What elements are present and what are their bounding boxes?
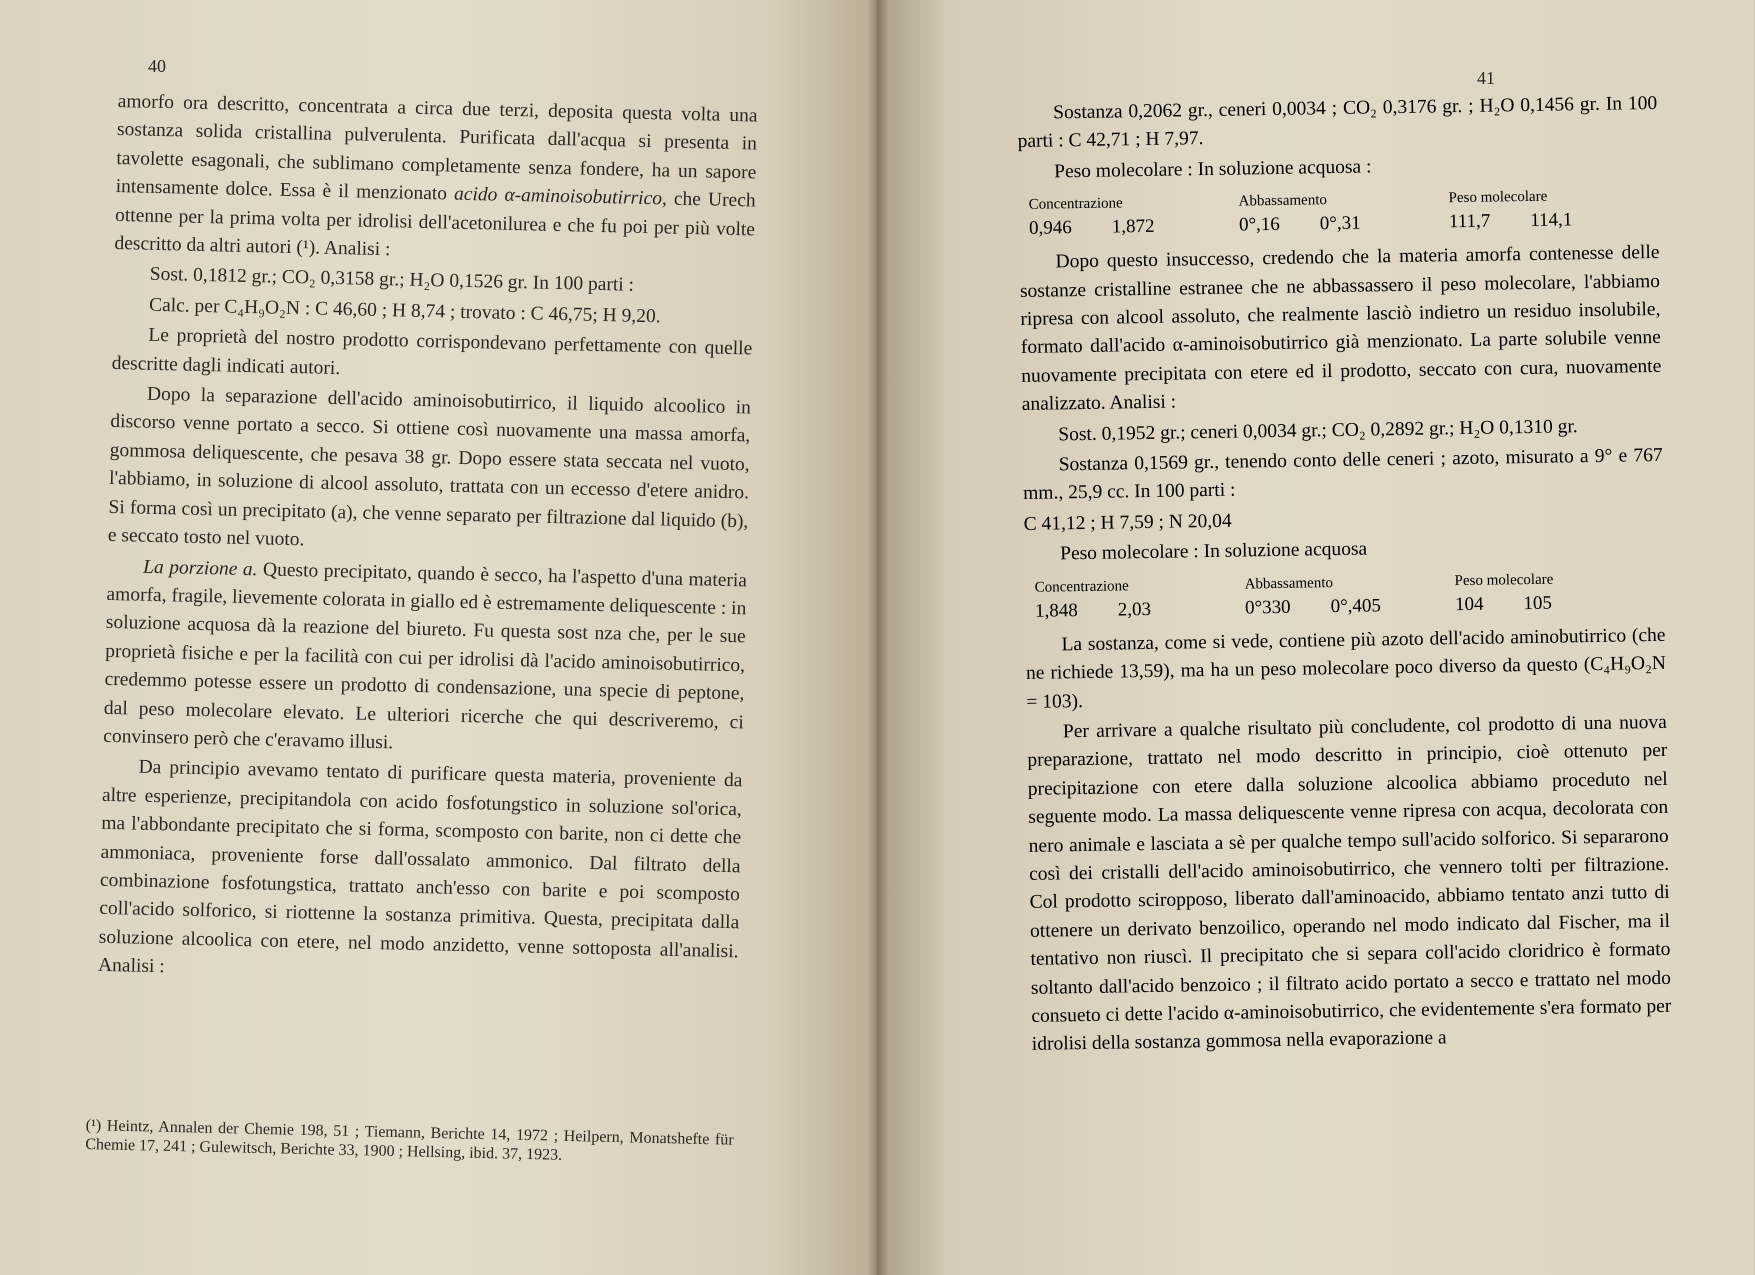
analysis-line: Sost. 0,1952 gr.; ceneri 0,0034 gr.; CO₂ 0,2892 gr.; H₂O 0,1310 gr. bbox=[1058, 415, 1578, 446]
table-cell bbox=[1035, 594, 1245, 625]
italic-term: acido α-aminoisobutirrico, bbox=[453, 183, 668, 210]
table-header: Peso molecolare bbox=[1454, 571, 1554, 589]
analysis-line: Sost. 0,1812 gr.; CO₂ 0,3158 gr.; H₂O 0,1526 gr. In 100 parti : bbox=[149, 264, 635, 297]
text-run: amorfo ora descritto, concentrata a circa due terzi, deposita questa volta una sostanza solida cristallina pulverulenta. Purificata dall'acqua si presenta in tavolette esagonali, che sublimano completamente senza fondere, ha un sapore intensamente dolce. Essa è il menzionato bbox=[115, 90, 758, 205]
table-header: Abbassamento bbox=[1244, 574, 1334, 593]
left-body bbox=[98, 88, 758, 997]
cell-value: 1,872 bbox=[1111, 216, 1155, 238]
paragraph: Le proprietà del nostro prodotto corrispondevano perfettamente con quelle descritte dagli indicati autori. bbox=[111, 325, 753, 379]
cell-value: 114,1 bbox=[1530, 209, 1573, 232]
table-header: Concentrazione bbox=[1034, 577, 1129, 596]
analysis-line: Sostanza 0,2062 gr., ceneri 0,0034 ; CO₂ 0,3176 gr. ; H₂O 0,1456 gr. In 100 parti : C 42,71 ; H 7,97. bbox=[1017, 92, 1658, 153]
paragraph: Dopo questo insuccesso, credendo che la materia amorfa contenesse delle sostanze cristalline estranee che ne abbassassero il peso molecolare, l'abbiamo ripresa con alcool assoluto, che realmente lasciò indietro un residuo insolubile, formato dall'acido α-aminoisobutirrico già menzionato. La parte solubile venne nuovamente precipitata con etere ed il prodotto, seccato con cura, nuovamente analizzato. Analisi : bbox=[1019, 242, 1662, 416]
analysis-line: Calc. per C₄H₉O₂N : C 46,60 ; H 8,74 ; trovato : C 46,75; H 9,20. bbox=[148, 294, 661, 328]
cell-value: 0°,31 bbox=[1319, 212, 1361, 235]
footnote bbox=[85, 1116, 734, 1169]
table-header: Abbassamento bbox=[1238, 192, 1328, 210]
analysis-line: Peso molecolare : In soluzione acquosa bbox=[1059, 538, 1368, 565]
cell-value: 105 bbox=[1523, 592, 1553, 614]
cell-value: 104 bbox=[1454, 593, 1484, 615]
table-cell bbox=[1029, 212, 1239, 243]
paragraph: Dopo la separazione dell'acido aminoisobutirrico, il liquido alcoolico in discorso venne portato a secco. Si ottiene così nuovamente una massa amorfa, gommosa deliquescente, che pesava 38 gr. Dopo essere stata seccata nel vuoto, l'abbiamo, in soluzione di alcool assoluto, trattata con un eccesso d'etere anidro. Si forma così un precipitato (a), che venne separato per filtrazione dal liquido (b), e seccato tosto nel vuoto. bbox=[107, 383, 752, 551]
analysis-line: Peso molecolare : In soluzione acquosa : bbox=[1053, 156, 1372, 183]
text-run: Questo precipitato, quando è secco, ha l'aspetto d'una materia amorfa, fragile, lievemente colorata in giallo ed è estremamente deliquescente : in soluzione acquosa dà la reazione del biureto. Fu questa sost nza che, per le sue proprietà fisiche e per la facilità con cui per idrolisi dà l'acido aminoisobutirrico, credemmo potesse essere un prodotto di condensazione, una specie di peptone, dal peso molecolare elevato. Le ulteriori ricerche che qui descriveremo, ci convinsero però che c'eravamo illusi. bbox=[103, 558, 748, 754]
cell-value: 111,7 bbox=[1448, 210, 1491, 233]
paragraph: Per arrivare a qualche risultato più concludente, col prodotto di una nuova preparazione, trattato nel modo descritto in principio, cioè ottenuto per precipitazione con etere dalla soluzione alcoolica abbiamo proceduto nel seguente modo. La massa deliquescente venne ripresa con acqua, decolorata con nero animale e lasciata a sè per qualche tempo sull'acido solforico. Si separarono così dei cristalli dell'acido aminoisobutirrico, che vennero tolti per filtrazione. Col prodotto sciropposo, liberato dall'aminoacido, abbiamo tentato anzi tutto di ottenere un derivato benzoilico, operando nel modo indicato dal Fischer, ma il tentativo non riuscì. Il precipitato che si separa coll'acido cloridrico è formato soltanto dall'acido benzoico ; il filtrato acido portato a secco e trattato nel modo consueto ci dette l'acido α-aminoisobutirrico, che evidentemente s'era formato per idrolisi della sostanza gommosa nella evaporazione a bbox=[1027, 711, 1672, 1056]
text-run: che Urech ottenne per la prima volta per idrolisi dell'acetonilurea e che fu poi per più volte descritto da altri autori (¹). Analisi : bbox=[114, 188, 756, 261]
book-gutter bbox=[868, 0, 888, 1275]
footnote-text: (¹) Heintz, Annalen der Chemie 198, 51 ; Tiemann, Berichte 14, 1972 ; Heilpern, Monatshefte für Chemie 17, 241 ; Gulewitsch, Berichte 33, 1900 ; Hellsing, ibid. 37, 1923. bbox=[85, 1116, 734, 1164]
page-number: 40 bbox=[148, 56, 166, 76]
right-body bbox=[1017, 90, 1672, 1062]
italic-term: La porzione a. bbox=[142, 556, 258, 580]
cell-value: 0°,405 bbox=[1330, 595, 1382, 617]
cell-value: 2,03 bbox=[1117, 598, 1152, 621]
left-page bbox=[0, 0, 877, 1275]
analysis-result: C 41,12 ; H 7,59 ; N 20,04 bbox=[1023, 510, 1232, 535]
analysis-line: Sostanza 0,1569 gr., tenendo conto delle ceneri ; azoto, misurato a 9° e 767 mm., 25,9 cc. In 100 parti : bbox=[1023, 444, 1663, 505]
table-cell bbox=[1245, 591, 1455, 622]
paragraph: La sostanza, come si vede, contiene più azoto dell'acido aminobutirrico (che ne richiede 13,59), ma ha un peso molecolare poco diverso da questo (C₄H₉O₂N = 103). bbox=[1025, 624, 1667, 713]
page-number: 41 bbox=[1477, 68, 1495, 88]
cell-value: 0°330 bbox=[1244, 596, 1291, 619]
table-header: Peso molecolare bbox=[1448, 188, 1548, 207]
cell-value: 1,848 bbox=[1034, 599, 1078, 622]
table-cell bbox=[1239, 208, 1449, 239]
molecular-weight-table bbox=[1028, 185, 1659, 243]
table-header: Concentrazione bbox=[1028, 195, 1123, 214]
cell-value: 0,946 bbox=[1028, 217, 1072, 240]
paragraph: Da principio avevamo tentato di purificare questa materia, proveniente da altre esperienze, precipitandola con acido fosfotungstico in soluzione sol'orica, ma l'abbondante precipitato che si forma, scomposto con barite, non ci dette che ammoniaca, proveniente forse dall'ossalato ammonico. Dal filtrato della combinazione fosfotungstica, trattato anch'esso con barite e poi scomposto coll'acido solforico, si riottenne la sostanza primitiva. Questa, precipitata dalla soluzione alcoolica con etere, nel modo anzidetto, venne sottoposta all'analisi. Analisi : bbox=[97, 756, 743, 978]
paragraph bbox=[103, 552, 747, 765]
cell-value: 0°,16 bbox=[1238, 214, 1281, 236]
molecular-weight-table bbox=[1035, 568, 1666, 626]
table-cell bbox=[1449, 205, 1659, 236]
paragraph bbox=[114, 88, 758, 273]
table-cell bbox=[1455, 588, 1665, 619]
